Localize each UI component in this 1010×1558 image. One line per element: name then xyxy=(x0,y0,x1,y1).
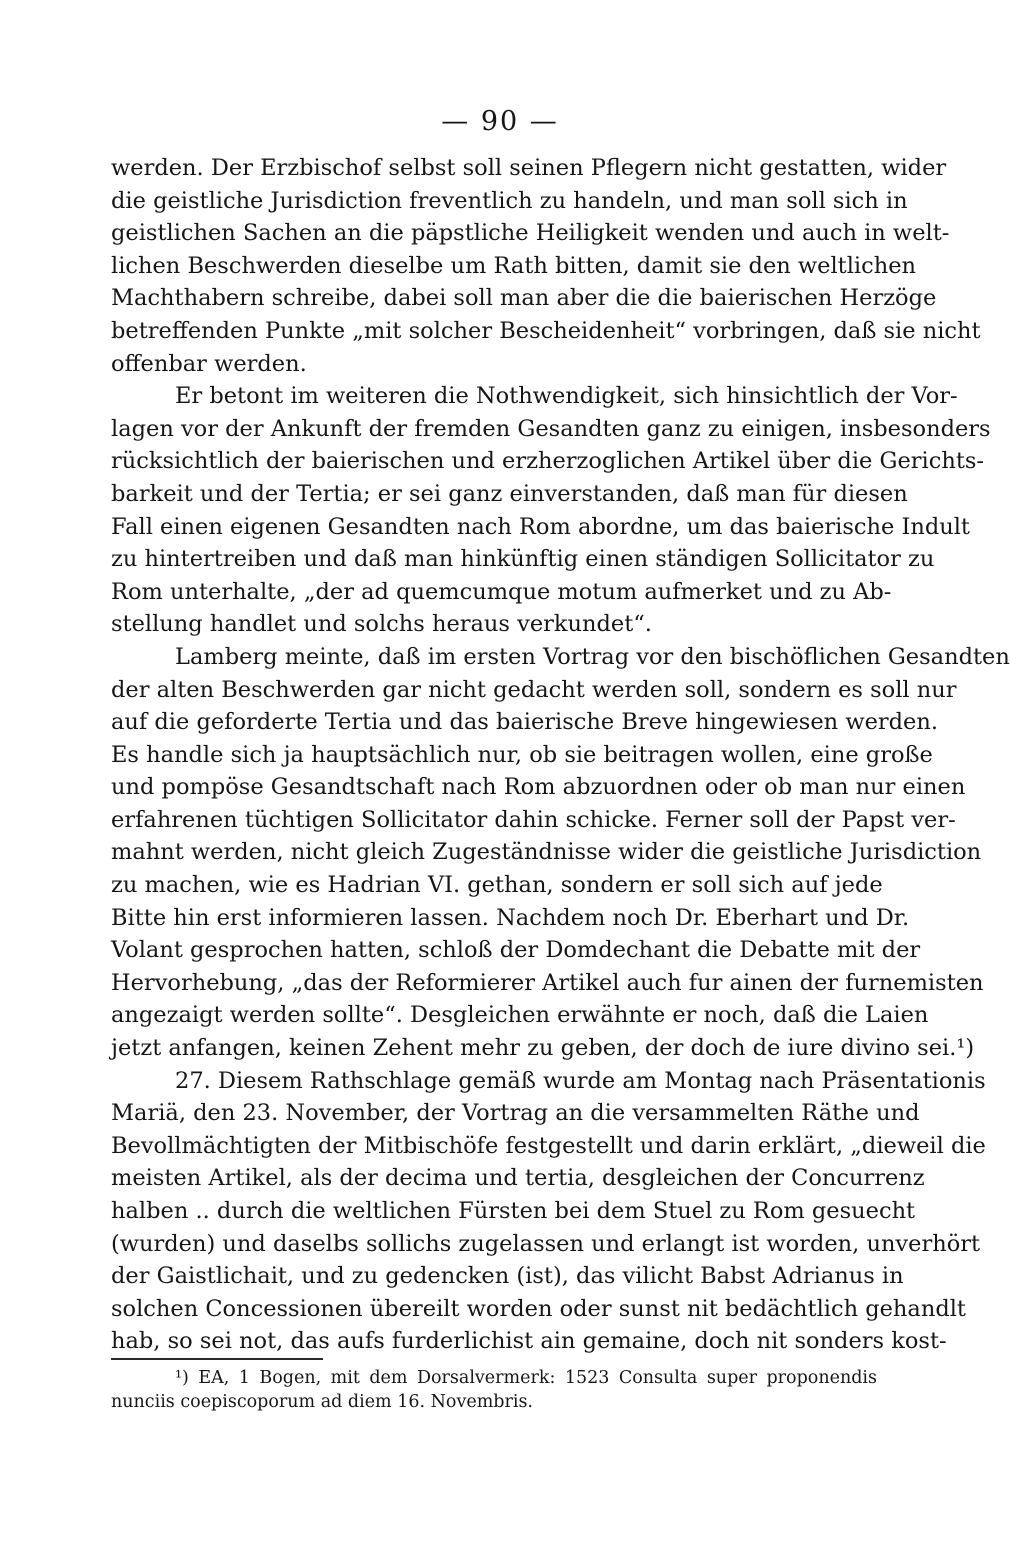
footnotes xyxy=(111,1366,877,1414)
paragraph-first-line: Er betont im weiteren die Nothwendigkeit, sich hinsichtlich der Vor- xyxy=(175,383,958,410)
text-line: die geistliche Jurisdiction freventlich zu handeln, und man soll sich in xyxy=(111,187,908,214)
text-line: Bevollmächtigten der Mitbischöfe festgestellt und darin erklärt, „dieweil die xyxy=(111,1132,986,1159)
section-first-line: 27. Diesem Rathschlage gemäß wurde am Montag nach Präsentationis xyxy=(175,1067,986,1094)
text-line: halben .. durch die weltlichen Fürsten bei dem Stuel zu Rom gesuecht xyxy=(111,1198,916,1224)
text-line: der Gaistlichait, und zu gedencken (ist), das vilicht Babst Adrianus in xyxy=(111,1263,904,1290)
text-line: meisten Artikel, als der decima und tertia, desgleichen der Concurrenz xyxy=(111,1165,925,1192)
text-line: lichen Beschwerden dieselbe um Rath bitten, damit sie den weltlichen xyxy=(111,252,917,279)
text-line: betreffenden Punkte „mit solcher Bescheidenheit“ vorbringen, daß sie nicht xyxy=(111,317,981,344)
text-line: Rom unterhalte, „der ad quemcumque motum aufmerket und zu Ab- xyxy=(111,578,892,605)
text-line: Bitte hin erst informieren lassen. Nachdem noch Dr. Eberhart und Dr. xyxy=(111,904,910,931)
text-line: werden. Der Erzbischof selbst soll seinen Pflegern nicht gestatten, wider xyxy=(111,155,947,181)
page-number: — 90 — xyxy=(441,106,559,137)
text-line: Volant gesprochen hatten, schloß der Domdechant die Debatte mit der xyxy=(111,937,921,964)
paragraph-first-line: Lamberg meinte, daß im ersten Vortrag vor den bischöflichen Gesandten xyxy=(175,643,1010,670)
text-line: stellung handlet und solchs heraus verkundet“. xyxy=(111,611,652,638)
footnote-divider xyxy=(111,1358,323,1360)
text-line: lagen vor der Ankunft der fremden Gesandten ganz zu einigen, insbesonders xyxy=(111,415,991,442)
text-line: offenbar werden. xyxy=(111,350,307,377)
text-line: zu machen, wie es Hadrian VI. gethan, sondern er soll sich auf jede xyxy=(111,872,883,899)
text-line: Fall einen eigenen Gesandten nach Rom abordne, um das baierische Indult xyxy=(111,513,970,540)
text-line: geistlichen Sachen an die päpstliche Heiligkeit wenden und auch in welt- xyxy=(111,220,950,247)
text-line: barkeit und der Tertia; er sei ganz einverstanden, daß man für diesen xyxy=(111,480,908,507)
main-text xyxy=(111,152,1010,1358)
text-line: Mariä, den 23. November, der Vortrag an die versammelten Räthe und xyxy=(111,1100,920,1127)
text-line: auf die geforderte Tertia und das baierische Breve hingewiesen werden. xyxy=(111,709,939,736)
text-line: Es handle sich ja hauptsächlich nur, ob sie beitragen wollen, eine große xyxy=(111,741,933,768)
text-line: und pompöse Gesandtschaft nach Rom abzuordnen oder ob man nur einen xyxy=(111,774,966,801)
text-line: Machthabern schreibe, dabei soll man aber die die baierischen Herzöge xyxy=(111,285,937,312)
text-line: hab, so sei not, das aufs furderlichist ain gemaine, doch nit sonders kost- xyxy=(111,1328,947,1355)
text-line: Hervorhebung, „das der Reformierer Artikel auch fur ainen der furnemisten xyxy=(111,969,984,996)
text-line: der alten Beschwerden gar nicht gedacht werden soll, sondern es soll nur xyxy=(111,676,957,703)
footnote-line: ¹) EA, 1 Bogen, mit dem Dorsalvermerk: 1523 Consulta super proponendis xyxy=(175,1368,877,1388)
text-line: rücksichtlich der baierischen und erzherzoglichen Artikel über die Gerichts- xyxy=(111,448,985,475)
footnote-line: nunciis coepiscoporum ad diem 16. Novembris. xyxy=(111,1392,533,1412)
text-line: mahnt werden, nicht gleich Zugeständnisse wider die geistliche Jurisdiction xyxy=(111,839,982,866)
text-line: angezaigt werden sollte“. Desgleichen erwähnte er noch, daß die Laien xyxy=(111,1002,929,1029)
text-line: zu hintertreiben und daß man hinkünftig einen ständigen Sollicitator zu xyxy=(111,546,935,573)
text-line: solchen Concessionen übereilt worden oder sunst nit bedächtlich gehandlt xyxy=(111,1295,966,1322)
text-line: (wurden) und daselbs sollichs zugelassen und erlangt ist worden, unverhört xyxy=(111,1230,981,1257)
text-line: jetzt anfangen, keinen Zehent mehr zu geben, der doch de iure divino sei.¹) xyxy=(111,1035,975,1062)
text-line: erfahrenen tüchtigen Sollicitator dahin schicke. Ferner soll der Papst ver- xyxy=(111,806,956,833)
